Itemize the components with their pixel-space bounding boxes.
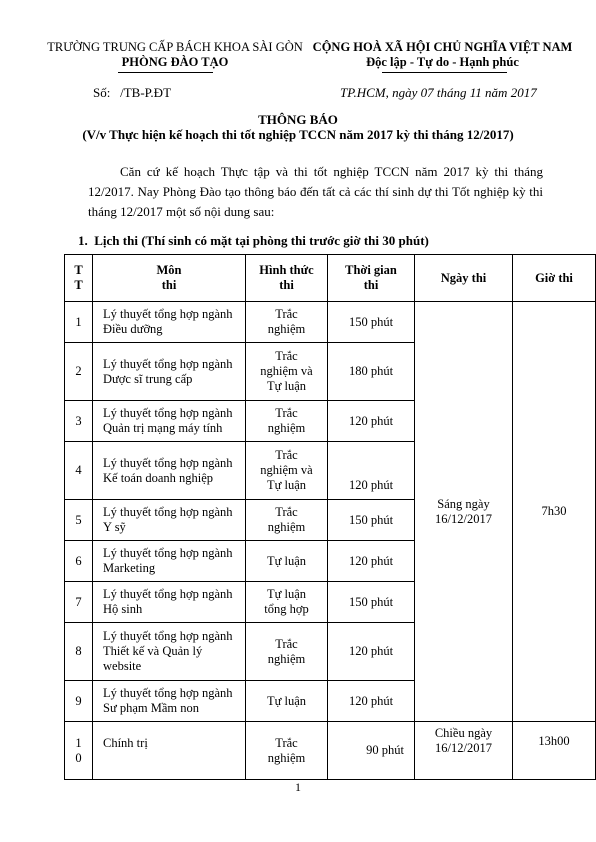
row-duration: 120 phút <box>328 442 415 500</box>
intro-paragraph <box>88 162 543 222</box>
row-tt: 7 <box>65 582 93 623</box>
row-subject: Lý thuyết tổng hợp ngành Marketing <box>93 541 246 582</box>
row-duration: 120 phút <box>328 401 415 442</box>
intro-text: Căn cứ kế hoạch Thực tập và thi tốt nghiệp TCCN năm 2017 kỳ thi tháng 12/2017. Nay Phòng Đào tạo thông báo đến tất cả các thí sinh dự thi Tốt nghiệp kỳ thi tháng 12/2017 một số nội dung sau: <box>88 164 543 219</box>
row-duration: 150 phút <box>328 500 415 541</box>
document-title <box>0 112 596 142</box>
title-main: THÔNG BÁO <box>258 112 338 127</box>
row-format: Trắc nghiệm <box>246 401 328 442</box>
header-tt: T T <box>65 255 93 302</box>
national-header <box>300 40 585 70</box>
department-underline <box>118 72 213 73</box>
last-row-format: Trắc nghiệm <box>246 722 328 780</box>
department-name: PHÒNG ĐÀO TẠO <box>121 55 229 69</box>
header-subject: Môn thi <box>93 255 246 302</box>
motto: Độc lập - Tự do - Hạnh phúc <box>366 55 519 69</box>
row-tt: 2 <box>65 343 93 401</box>
last-row-time: 13h00 <box>513 722 596 780</box>
row-tt: 1 <box>65 302 93 343</box>
row-tt: 9 <box>65 681 93 722</box>
row-subject: Lý thuyết tổng hợp ngành Dược sĩ trung cấp <box>93 343 246 401</box>
table-row-last <box>65 722 596 780</box>
school-name: TRƯỜNG TRUNG CẤP BÁCH KHOA SÀI GÒN <box>47 40 303 54</box>
document-number: Số: /TB-P.ĐT <box>93 85 172 100</box>
row-subject: Lý thuyết tổng hợp ngành Hộ sinh <box>93 582 246 623</box>
last-row-tt: 1 0 <box>65 722 93 780</box>
row-format: Trắc nghiệm và Tự luận <box>246 442 328 500</box>
header-date: Ngày thi <box>415 255 513 302</box>
header-duration: Thời gian thi <box>328 255 415 302</box>
row-format: Trắc nghiệm <box>246 623 328 681</box>
row-duration: 120 phút <box>328 541 415 582</box>
title-sub: (V/v Thực hiện kế hoạch thi tốt nghiệp TCCN năm 2017 kỳ thi tháng 12/2017) <box>82 127 514 142</box>
row-format: Tự luận tổng hợp <box>246 582 328 623</box>
group1-date: Sáng ngày 16/12/2017 <box>415 302 513 722</box>
row-duration: 150 phút <box>328 582 415 623</box>
row-subject: Lý thuyết tổng hợp ngành Điều dưỡng <box>93 302 246 343</box>
last-row-subject: Chính trị <box>93 722 246 780</box>
section-number: 1. <box>78 233 88 248</box>
row-duration: 120 phút <box>328 623 415 681</box>
row-tt: 4 <box>65 442 93 500</box>
row-format: Trắc nghiệm và Tự luận <box>246 343 328 401</box>
table-row <box>65 302 596 343</box>
row-subject: Lý thuyết tổng hợp ngành Sư phạm Mầm non <box>93 681 246 722</box>
row-subject: Lý thuyết tổng hợp ngành Y sỹ <box>93 500 246 541</box>
country-name: CỘNG HOÀ XÃ HỘI CHỦ NGHĨA VIỆT NAM <box>312 40 573 54</box>
section-label: Lịch thi <box>94 233 138 248</box>
row-tt: 8 <box>65 623 93 681</box>
last-row-date: Chiều ngày 16/12/2017 <box>415 722 513 780</box>
row-duration: 120 phút <box>328 681 415 722</box>
document-date: TP.HCM, ngày 07 tháng 11 năm 2017 <box>340 85 537 100</box>
header-format: Hình thức thi <box>246 255 328 302</box>
page-number: 1 <box>295 780 301 794</box>
row-format: Tự luận <box>246 541 328 582</box>
row-tt: 3 <box>65 401 93 442</box>
row-duration: 150 phút <box>328 302 415 343</box>
exam-schedule-table <box>64 254 596 780</box>
row-tt: 6 <box>65 541 93 582</box>
row-duration: 180 phút <box>328 343 415 401</box>
row-format: Trắc nghiệm <box>246 302 328 343</box>
row-tt: 5 <box>65 500 93 541</box>
section-heading <box>78 233 429 249</box>
row-subject: Lý thuyết tổng hợp ngành Quản trị mạng máy tính <box>93 401 246 442</box>
issuer-block <box>40 40 310 70</box>
table-header-row <box>65 255 596 302</box>
section-note: (Thí sinh có mặt tại phòng thi trước giờ thi 30 phút) <box>141 233 429 248</box>
group1-time: 7h30 <box>513 302 596 722</box>
row-format: Tự luận <box>246 681 328 722</box>
row-format: Trắc nghiệm <box>246 500 328 541</box>
row-subject: Lý thuyết tổng hợp ngành Thiết kế và Quản lý website <box>93 623 246 681</box>
motto-underline <box>382 72 507 73</box>
header-time: Giờ thi <box>513 255 596 302</box>
row-subject: Lý thuyết tổng hợp ngành Kế toán doanh nghiệp <box>93 442 246 500</box>
last-row-duration: 90 phút <box>328 722 415 780</box>
